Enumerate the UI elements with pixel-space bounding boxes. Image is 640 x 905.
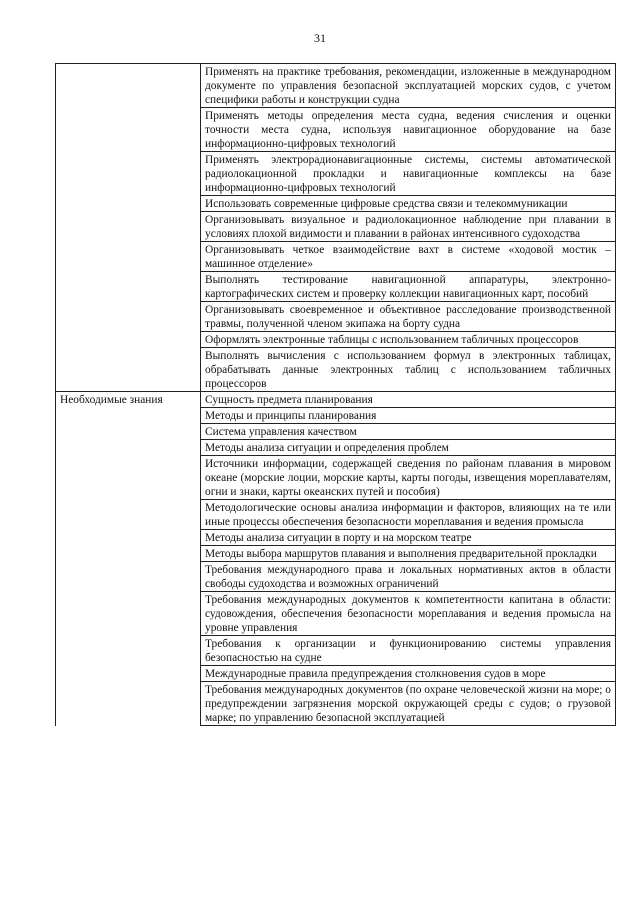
requirements-table (55, 63, 616, 726)
table-cell: Использовать современные цифровые средства связи и телекоммуникации (201, 196, 616, 212)
table-cell: Методологические основы анализа информации и факторов, влияющих на те или иные процессы обеспечения безопасности мореплавания и ведения промысла (201, 500, 616, 530)
table-cell: Выполнять вычисления с использованием формул в электронных таблицах, обрабатывать данные электронных таблиц с использованием табличных процессоров (201, 348, 616, 392)
table-cell: Оформлять электронные таблицы с использованием табличных процессоров (201, 332, 616, 348)
table-cell: Применять на практике требования, рекомендации, изложенные в международном документе по управления безопасной эксплуатацией морских судов, с учетом специфики работы и конструкции судна (201, 64, 616, 108)
table-cell: Требования к организации и функционированию системы управления безопасностью на судне (201, 636, 616, 666)
table-cell: Выполнять тестирование навигационной аппаратуры, электронно-картографических систем и проверку коллекции навигационных карт, пособий (201, 272, 616, 302)
table-row (56, 392, 616, 408)
table-cell: Методы выбора маршрутов плавания и выполнения предварительной прокладки (201, 546, 616, 562)
table-cell: Методы анализа ситуации в порту и на морском театре (201, 530, 616, 546)
section-label-knowledge: Необходимые знания (56, 392, 201, 726)
table-cell: Применять электрорадионавигационные системы, системы автоматической радиолокационной прокладки и навигационные комплексы на базе информационно-цифровых технологий (201, 152, 616, 196)
table-cell: Источники информации, содержащей сведения по районам плавания в мировом океане (морские лоции, морские карты, карты погоды, извещения мореплавателям, огни и знаки, карты океанских путей и пособия) (201, 456, 616, 500)
table-cell: Применять методы определения места судна, ведения счисления и оценки точности места судна, используя навигационное оборудование на базе информационно-цифровых технологий (201, 108, 616, 152)
section-label-empty (56, 64, 201, 392)
table-cell: Сущность предмета планирования (201, 392, 616, 408)
table-cell: Требования международных документов к компетентности капитана в области: судовождения, обеспечения безопасности мореплавания и ведения промысла на уровне управления (201, 592, 616, 636)
table-row (56, 64, 616, 108)
page-number: 31 (314, 31, 326, 45)
table-cell: Международные правила предупреждения столкновения судов в море (201, 666, 616, 682)
table-cell: Методы анализа ситуации и определения проблем (201, 440, 616, 456)
table-cell: Организовывать четкое взаимодействие вахт в системе «ходовой мостик – машинное отделение» (201, 242, 616, 272)
table-cell: Система управления качеством (201, 424, 616, 440)
table-cell: Методы и принципы планирования (201, 408, 616, 424)
table-cell: Требования международных документов (по охране человеческой жизни на море; о предупреждении загрязнения морской окружающей среды с судов; о грузовой марке; по управлению безопасной эксплуатацией (201, 682, 616, 726)
table-cell: Организовывать визуальное и радиолокационное наблюдение при плавании в условиях плохой видимости и плавании в районах интенсивного судоходства (201, 212, 616, 242)
table-cell: Организовывать своевременное и объективное расследование производственной травмы, полученной членом экипажа на борту судна (201, 302, 616, 332)
table-cell: Требования международного права и локальных нормативных актов в области свободы судоходства и возможных ограничений (201, 562, 616, 592)
